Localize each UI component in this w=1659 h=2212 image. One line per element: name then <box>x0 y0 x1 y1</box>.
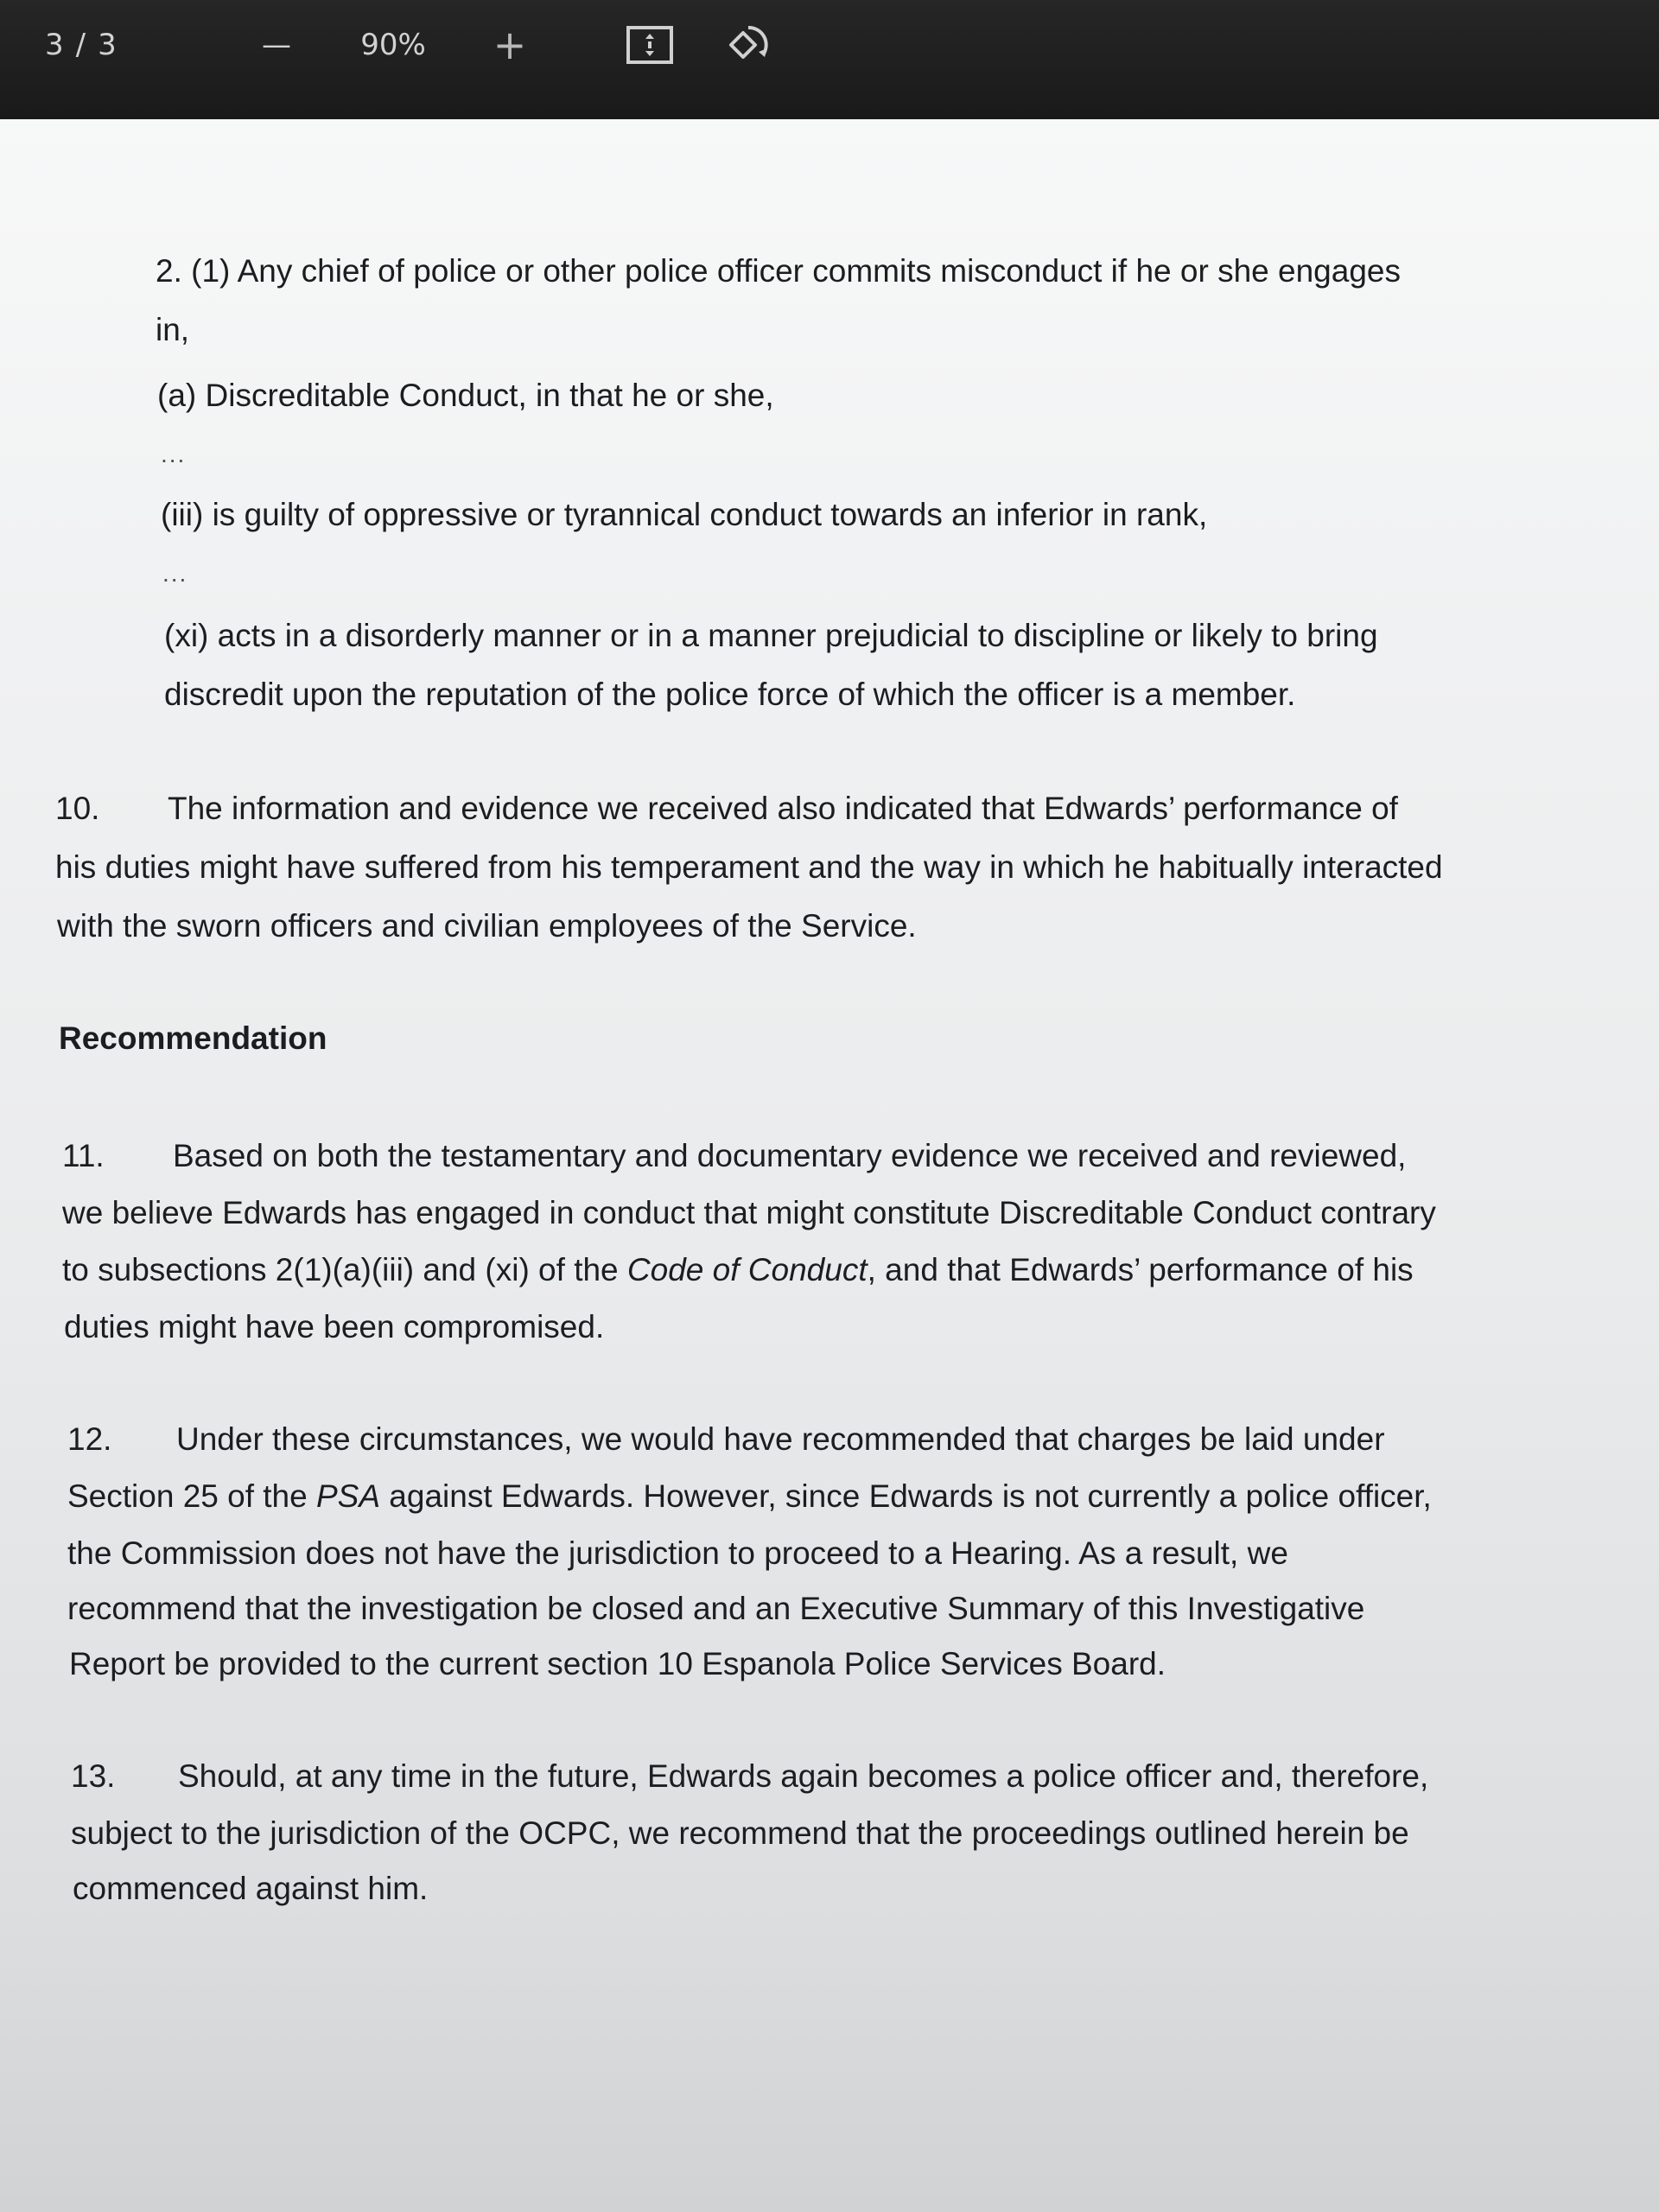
zoom-in-icon: + <box>493 22 527 68</box>
paragraph-number: 10. <box>55 791 100 826</box>
italic-term: Code of Conduct <box>626 1252 868 1287</box>
page-indicator <box>45 24 117 66</box>
paragraph-12-line: the Commission does not have the jurisdiction to proceed to a Hearing. As a result, we <box>67 1535 1288 1571</box>
code-excerpt-line: (iii) is guilty of oppressive or tyrannical conduct towards an inferior in rank, <box>161 497 1208 532</box>
document-page <box>0 119 1659 2212</box>
code-excerpt-line: discredit upon the reputation of the police force of which the officer is a member. <box>164 677 1296 712</box>
fit-page-button[interactable] <box>624 24 676 66</box>
paragraph-12-line: recommend that the investigation be closed and an Executive Summary of this Investigative <box>67 1591 1365 1626</box>
pdf-viewer-toolbar <box>0 0 1659 119</box>
paragraph-11-line: duties might have been compromised. <box>64 1309 605 1344</box>
omission-ellipsis: ... <box>162 560 188 587</box>
omission-ellipsis: ... <box>161 441 187 467</box>
paragraph-12-line <box>67 1476 1432 1517</box>
paragraph-text: The information and evidence we received also indicated that Edwards’ performance of <box>168 791 1398 826</box>
paragraph-11-line: we believe Edwards has engaged in conduct that might constitute Discreditable Conduct contrary <box>62 1195 1436 1230</box>
current-page-number[interactable]: 3 <box>45 28 64 62</box>
paragraph-text: , and that Edwards’ performance of his <box>867 1252 1414 1287</box>
zoom-out-icon: — <box>262 28 291 62</box>
italic-term: PSA <box>315 1478 381 1514</box>
rotate-button[interactable] <box>721 24 772 66</box>
total-pages: 3 <box>98 28 117 62</box>
paragraph-text: Should, at any time in the future, Edwards again becomes a police officer and, therefore, <box>178 1758 1429 1794</box>
page-separator: / <box>75 28 86 62</box>
paragraph-13-line <box>71 1756 1428 1797</box>
zoom-out-button[interactable] <box>251 24 302 66</box>
paragraph-10-line: with the sworn officers and civilian employees of the Service. <box>57 908 917 944</box>
paragraph-13-line: subject to the jurisdiction of the OCPC, we recommend that the proceedings outlined herein be <box>71 1815 1409 1851</box>
code-excerpt-line: 2. (1) Any chief of police or other police officer commits misconduct if he or she engages <box>156 253 1401 289</box>
paragraph-text: Section 25 of the <box>67 1478 316 1514</box>
fit-page-icon <box>626 25 674 65</box>
rotate-icon <box>722 21 771 69</box>
paragraph-text: against Edwards. However, since Edwards is not currently a police officer, <box>380 1478 1432 1514</box>
code-excerpt-line: in, <box>156 312 190 347</box>
paragraph-12-line <box>67 1419 1385 1460</box>
code-excerpt-line: (a) Discreditable Conduct, in that he or she, <box>157 378 774 413</box>
paragraph-number: 12. <box>67 1421 112 1457</box>
paragraph-number: 11. <box>62 1138 105 1173</box>
code-excerpt-line: (xi) acts in a disorderly manner or in a manner prejudicial to discipline or likely to bring <box>164 618 1378 653</box>
paragraph-text: Based on both the testamentary and documentary evidence we received and reviewed, <box>173 1138 1407 1173</box>
paragraph-12-line: Report be provided to the current section 10 Espanola Police Services Board. <box>69 1646 1166 1681</box>
paragraph-text: Under these circumstances, we would have recommended that charges be laid under <box>176 1421 1385 1457</box>
zoom-in-button[interactable] <box>484 24 536 66</box>
paragraph-10-line <box>55 788 1398 830</box>
paragraph-text: to subsections 2(1)(a)(iii) and (xi) of the <box>62 1252 627 1287</box>
paragraph-11-line <box>62 1135 1406 1177</box>
paragraph-10-line: his duties might have suffered from his temperament and the way in which he habitually interacted <box>55 849 1443 885</box>
zoom-level[interactable]: 90% <box>360 28 426 62</box>
section-heading: Recommendation <box>59 1020 327 1056</box>
paragraph-11-line <box>62 1249 1414 1291</box>
paragraph-13-line: commenced against him. <box>73 1871 429 1906</box>
paragraph-number: 13. <box>71 1758 116 1794</box>
